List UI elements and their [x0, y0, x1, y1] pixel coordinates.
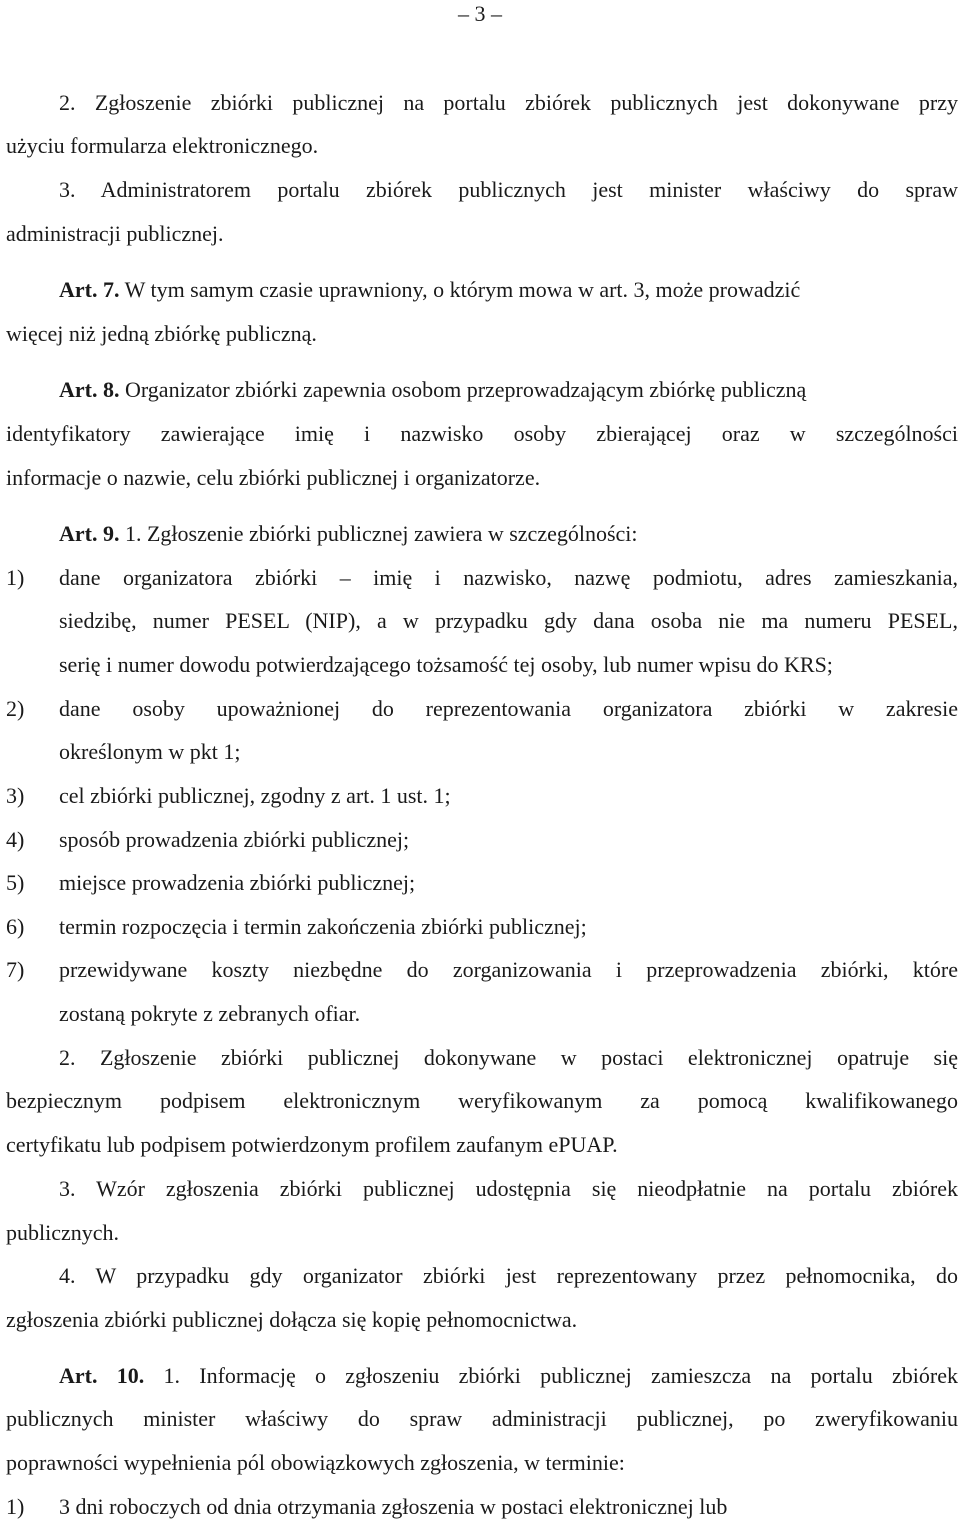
text-line: cel zbiórki publicznej, zgodny z art. 1 ust. 1; — [59, 783, 451, 808]
text-line: użyciu formularza elektronicznego. — [6, 133, 319, 158]
list-number: 2) — [6, 696, 25, 721]
article-9-line — [59, 519, 958, 549]
text-line: 4. W przypadku gdy organizator zbiórki jest reprezentowany przez pełnomocnika, do — [59, 1263, 958, 1288]
list-number: 1) — [6, 1494, 25, 1519]
text-line: 2. Zgłoszenie zbiórki publicznej dokonywane w postaci elektronicznej opatruje się — [59, 1045, 958, 1070]
list-number: 3) — [6, 783, 25, 808]
text-line: 2. Zgłoszenie zbiórki publicznej na portalu zbiórek publicznych jest dokonywane przy — [59, 90, 958, 115]
list-number: 6) — [6, 914, 25, 939]
text-line: sposób prowadzenia zbiórki publicznej; — [59, 827, 410, 852]
text-line: publicznych minister właściwy do spraw administracji publicznej, po zweryfikowaniu — [6, 1406, 958, 1431]
article-10-line — [59, 1361, 958, 1391]
text-line: administracji publicznej. — [6, 221, 224, 246]
text-line: miejsce prowadzenia zbiórki publicznej; — [59, 870, 416, 895]
text-line: 3. Wzór zgłoszenia zbiórki publicznej udostępnia się nieodpłatnie na portalu zbiórek — [59, 1176, 958, 1201]
article-7-line — [59, 275, 958, 305]
text-line: zgłoszenia zbiórki publicznej dołącza się kopię pełnomocnictwa. — [6, 1307, 578, 1332]
text-line: certyfikatu lub podpisem potwierdzonym profilem zaufanym ePUAP. — [6, 1132, 618, 1157]
page-number: – 3 – — [458, 1, 502, 26]
text-line: poprawności wypełnienia pól obowiązkowych zgłoszenia, w terminie: — [6, 1450, 625, 1475]
list-number: 4) — [6, 827, 25, 852]
text-line: informacje o nazwie, celu zbiórki publicznej i organizatorze. — [6, 465, 541, 490]
text-line: określonym w pkt 1; — [59, 739, 241, 764]
text-line: serię i numer dowodu potwierdzającego tożsamość tej osoby, lub numer wpisu do KRS; — [59, 652, 833, 677]
text-line: termin rozpoczęcia i termin zakończenia zbiórki publicznej; — [59, 914, 587, 939]
text-line: przewidywane koszty niezbędne do zorganizowania i przeprowadzenia zbiórki, które — [59, 957, 958, 982]
article-heading: Art. 9. — [59, 521, 120, 546]
text-line: siedzibę, numer PESEL (NIP), a w przypadku gdy dana osoba nie ma numeru PESEL, — [59, 608, 958, 633]
text-line: Organizator zbiórki zapewnia osobom przeprowadzającym zbiórkę publiczną — [124, 377, 807, 402]
article-heading: Art. 8. — [59, 377, 120, 402]
text-line: bezpiecznym podpisem elektronicznym weryfikowanym za pomocą kwalifikowanego — [6, 1088, 958, 1113]
text-line: 3 dni roboczych od dnia otrzymania zgłoszenia w postaci elektronicznej lub — [59, 1494, 728, 1519]
text-line: 1. Informację o zgłoszeniu zbiórki publicznej zamieszcza na portalu zbiórek — [163, 1363, 958, 1388]
text-line: identyfikatory zawierające imię i nazwisko osoby zbierającej oraz w szczególności — [6, 421, 958, 446]
text-line: więcej niż jedną zbiórkę publiczną. — [6, 321, 317, 346]
list-number: 1) — [6, 565, 25, 590]
text-line: 1. Zgłoszenie zbiórki publicznej zawiera w szczególności: — [124, 521, 638, 546]
text-line: dane osoby upoważnionej do reprezentowania organizatora zbiórki w zakresie — [59, 696, 958, 721]
text-line: publicznych. — [6, 1220, 120, 1245]
article-heading: Art. 10. — [59, 1363, 145, 1388]
text-line: W tym samym czasie uprawniony, o którym mowa w art. 3, może prowadzić — [124, 277, 801, 302]
text-line: dane organizatora zbiórki – imię i nazwisko, nazwę podmiotu, adres zamieszkania, — [59, 565, 958, 590]
article-8-line — [59, 375, 958, 405]
list-number: 7) — [6, 957, 25, 982]
article-heading: Art. 7. — [59, 277, 120, 302]
list-number: 5) — [6, 870, 25, 895]
text-line: zostaną pokryte z zebranych ofiar. — [59, 1001, 361, 1026]
text-line: 3. Administratorem portalu zbiórek publicznych jest minister właściwy do spraw — [59, 177, 958, 202]
